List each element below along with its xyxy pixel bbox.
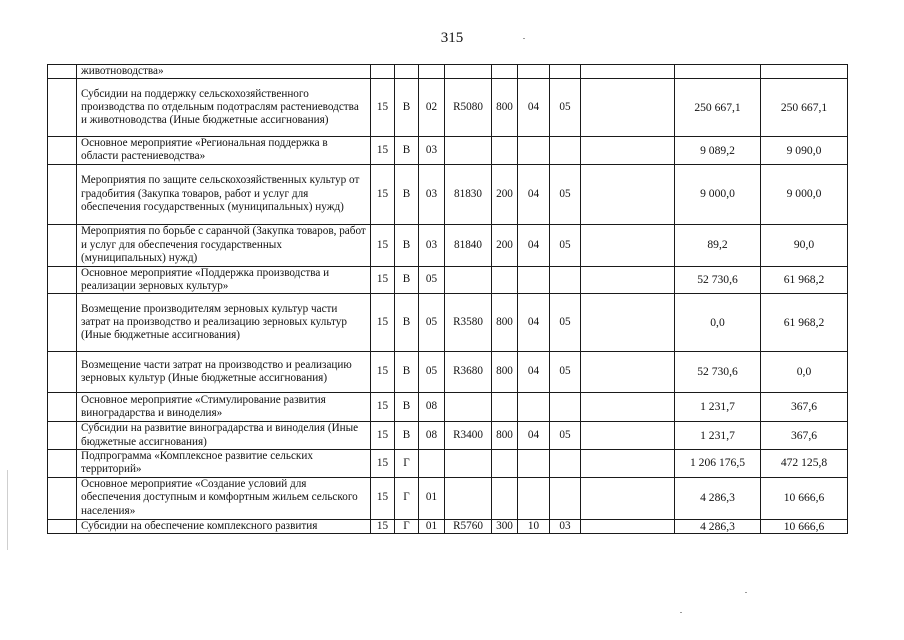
direction-code: 81830 (445, 164, 492, 224)
row-number-cell (48, 352, 77, 393)
scan-speck (745, 592, 747, 593)
subsection: 03 (550, 519, 581, 534)
direction-code: R3680 (445, 352, 492, 393)
section-code: 15 (371, 164, 395, 224)
subprogram-letter (395, 65, 419, 79)
chapter (518, 393, 550, 422)
subsection: 05 (550, 352, 581, 393)
row-name: Подпрограмма «Комплексное развитие сельских территорий» (77, 450, 371, 477)
direction-code (445, 266, 492, 293)
table-row (48, 450, 848, 477)
amount-year2: 472 125,8 (761, 450, 848, 477)
chapter: 04 (518, 422, 550, 450)
direction-code: R5080 (445, 79, 492, 137)
section-code: 15 (371, 450, 395, 477)
budget-table (47, 64, 848, 534)
table-body (48, 65, 848, 534)
expense-type (492, 137, 518, 164)
chapter (518, 450, 550, 477)
activity-code (419, 65, 445, 79)
chapter: 04 (518, 224, 550, 266)
table-row (48, 65, 848, 79)
activity-code: 02 (419, 79, 445, 137)
row-name: Основное мероприятие «Создание условий для обеспечения доступным и комфортным жильем сельского населения» (77, 477, 371, 519)
subsection: 05 (550, 79, 581, 137)
subprogram-letter: В (395, 79, 419, 137)
chapter: 10 (518, 519, 550, 534)
table-row (48, 393, 848, 422)
scan-speck (680, 612, 682, 613)
amount-year2: 9 000,0 (761, 164, 848, 224)
expense-type (492, 393, 518, 422)
row-number-cell (48, 477, 77, 519)
empty-column-cell (581, 164, 675, 224)
subsection (550, 477, 581, 519)
chapter: 04 (518, 79, 550, 137)
amount-year1: 9 089,2 (675, 137, 761, 164)
subprogram-letter: В (395, 266, 419, 293)
row-number-cell (48, 422, 77, 450)
activity-code (419, 450, 445, 477)
amount-year1: 250 667,1 (675, 79, 761, 137)
subsection (550, 65, 581, 79)
amount-year1: 1 231,7 (675, 422, 761, 450)
subsection (550, 393, 581, 422)
table-row (48, 422, 848, 450)
activity-code: 05 (419, 266, 445, 293)
activity-code: 03 (419, 224, 445, 266)
activity-code: 08 (419, 422, 445, 450)
table-row (48, 352, 848, 393)
section-code: 15 (371, 224, 395, 266)
section-code: 15 (371, 352, 395, 393)
page-number: 315 (440, 30, 464, 46)
subprogram-letter: Г (395, 450, 419, 477)
chapter (518, 266, 550, 293)
empty-column-cell (581, 450, 675, 477)
empty-column-cell (581, 224, 675, 266)
row-name: Возмещение производителям зерновых культур части затрат на производство и реализацию зерновых культур (Иные бюджетные ассигнования) (77, 294, 371, 352)
section-code: 15 (371, 393, 395, 422)
amount-year2: 0,0 (761, 352, 848, 393)
amount-year1: 1 231,7 (675, 393, 761, 422)
activity-code: 05 (419, 352, 445, 393)
row-name: животноводства» (77, 65, 371, 79)
amount-year2: 367,6 (761, 422, 848, 450)
activity-code: 05 (419, 294, 445, 352)
amount-year1: 9 000,0 (675, 164, 761, 224)
subprogram-letter: В (395, 164, 419, 224)
subsection (550, 137, 581, 164)
subsection (550, 266, 581, 293)
table-row (48, 477, 848, 519)
empty-column-cell (581, 65, 675, 79)
section-code: 15 (371, 422, 395, 450)
subprogram-letter: Г (395, 519, 419, 534)
direction-code: 81840 (445, 224, 492, 266)
amount-year2: 10 666,6 (761, 519, 848, 534)
empty-column-cell (581, 79, 675, 137)
amount-year1: 52 730,6 (675, 266, 761, 293)
amount-year1: 4 286,3 (675, 519, 761, 534)
empty-column-cell (581, 393, 675, 422)
empty-column-cell (581, 294, 675, 352)
row-number-cell (48, 294, 77, 352)
subprogram-letter: В (395, 137, 419, 164)
row-name: Основное мероприятие «Региональная поддержка в области растениеводства» (77, 137, 371, 164)
amount-year2 (761, 65, 848, 79)
scan-speck (523, 38, 525, 39)
expense-type: 200 (492, 164, 518, 224)
row-number-cell (48, 164, 77, 224)
amount-year1: 52 730,6 (675, 352, 761, 393)
expense-type (492, 65, 518, 79)
table-row (48, 519, 848, 534)
amount-year2: 9 090,0 (761, 137, 848, 164)
expense-type (492, 450, 518, 477)
table-row (48, 224, 848, 266)
amount-year1: 0,0 (675, 294, 761, 352)
row-number-cell (48, 450, 77, 477)
subsection: 05 (550, 422, 581, 450)
empty-column-cell (581, 137, 675, 164)
amount-year2: 10 666,6 (761, 477, 848, 519)
direction-code (445, 477, 492, 519)
activity-code: 01 (419, 519, 445, 534)
row-number-cell (48, 519, 77, 534)
amount-year2: 61 968,2 (761, 294, 848, 352)
table-row (48, 294, 848, 352)
subprogram-letter: В (395, 224, 419, 266)
chapter: 04 (518, 164, 550, 224)
expense-type: 800 (492, 294, 518, 352)
table-row (48, 266, 848, 293)
chapter: 04 (518, 352, 550, 393)
row-number-cell (48, 393, 77, 422)
row-number-cell (48, 79, 77, 137)
amount-year1: 1 206 176,5 (675, 450, 761, 477)
subprogram-letter: В (395, 294, 419, 352)
section-code: 15 (371, 519, 395, 534)
row-number-cell (48, 266, 77, 293)
activity-code: 01 (419, 477, 445, 519)
activity-code: 03 (419, 164, 445, 224)
subprogram-letter: В (395, 422, 419, 450)
subsection (550, 450, 581, 477)
section-code: 15 (371, 79, 395, 137)
expense-type: 800 (492, 422, 518, 450)
amount-year1: 4 286,3 (675, 477, 761, 519)
direction-code (445, 65, 492, 79)
section-code (371, 65, 395, 79)
expense-type: 800 (492, 352, 518, 393)
row-name: Мероприятия по защите сельскохозяйственных культур от градобития (Закупка товаров, работ и услуг для обеспечения государственных (муниципальных) нужд) (77, 164, 371, 224)
subprogram-letter: В (395, 352, 419, 393)
table-row (48, 79, 848, 137)
subsection: 05 (550, 224, 581, 266)
table-row (48, 137, 848, 164)
section-code: 15 (371, 137, 395, 164)
scan-edge-mark (7, 470, 8, 550)
table-row (48, 164, 848, 224)
subsection: 05 (550, 164, 581, 224)
empty-column-cell (581, 266, 675, 293)
row-number-cell (48, 65, 77, 79)
direction-code (445, 450, 492, 477)
row-name: Возмещение части затрат на производство и реализацию зерновых культур (Иные бюджетные ассигнования) (77, 352, 371, 393)
expense-type: 200 (492, 224, 518, 266)
subprogram-letter: Г (395, 477, 419, 519)
subprogram-letter: В (395, 393, 419, 422)
row-name: Мероприятия по борьбе с саранчой (Закупка товаров, работ и услуг для обеспечения государственных (муниципальных) нужд) (77, 224, 371, 266)
expense-type (492, 266, 518, 293)
amount-year2: 90,0 (761, 224, 848, 266)
amount-year1 (675, 65, 761, 79)
row-number-cell (48, 137, 77, 164)
expense-type: 300 (492, 519, 518, 534)
chapter (518, 137, 550, 164)
empty-column-cell (581, 477, 675, 519)
direction-code: R3580 (445, 294, 492, 352)
direction-code: R5760 (445, 519, 492, 534)
row-name: Основное мероприятие «Стимулирование развития виноградарства и виноделия» (77, 393, 371, 422)
section-code: 15 (371, 294, 395, 352)
direction-code: R3400 (445, 422, 492, 450)
row-name: Субсидии на развитие виноградарства и виноделия (Иные бюджетные ассигнования) (77, 422, 371, 450)
amount-year2: 250 667,1 (761, 79, 848, 137)
activity-code: 08 (419, 393, 445, 422)
section-code: 15 (371, 477, 395, 519)
row-name: Основное мероприятие «Поддержка производства и реализации зерновых культур» (77, 266, 371, 293)
empty-column-cell (581, 422, 675, 450)
empty-column-cell (581, 352, 675, 393)
subsection: 05 (550, 294, 581, 352)
row-number-cell (48, 224, 77, 266)
amount-year2: 367,6 (761, 393, 848, 422)
section-code: 15 (371, 266, 395, 293)
direction-code (445, 393, 492, 422)
amount-year2: 61 968,2 (761, 266, 848, 293)
chapter: 04 (518, 294, 550, 352)
amount-year1: 89,2 (675, 224, 761, 266)
expense-type (492, 477, 518, 519)
chapter (518, 477, 550, 519)
direction-code (445, 137, 492, 164)
row-name: Субсидии на обеспечение комплексного развития (77, 519, 371, 534)
row-name: Субсидии на поддержку сельскохозяйственного производства по отдельным подотраслям растениеводства и животноводства (Иные бюджетные ассигнования) (77, 79, 371, 137)
activity-code: 03 (419, 137, 445, 164)
empty-column-cell (581, 519, 675, 534)
chapter (518, 65, 550, 79)
expense-type: 800 (492, 79, 518, 137)
